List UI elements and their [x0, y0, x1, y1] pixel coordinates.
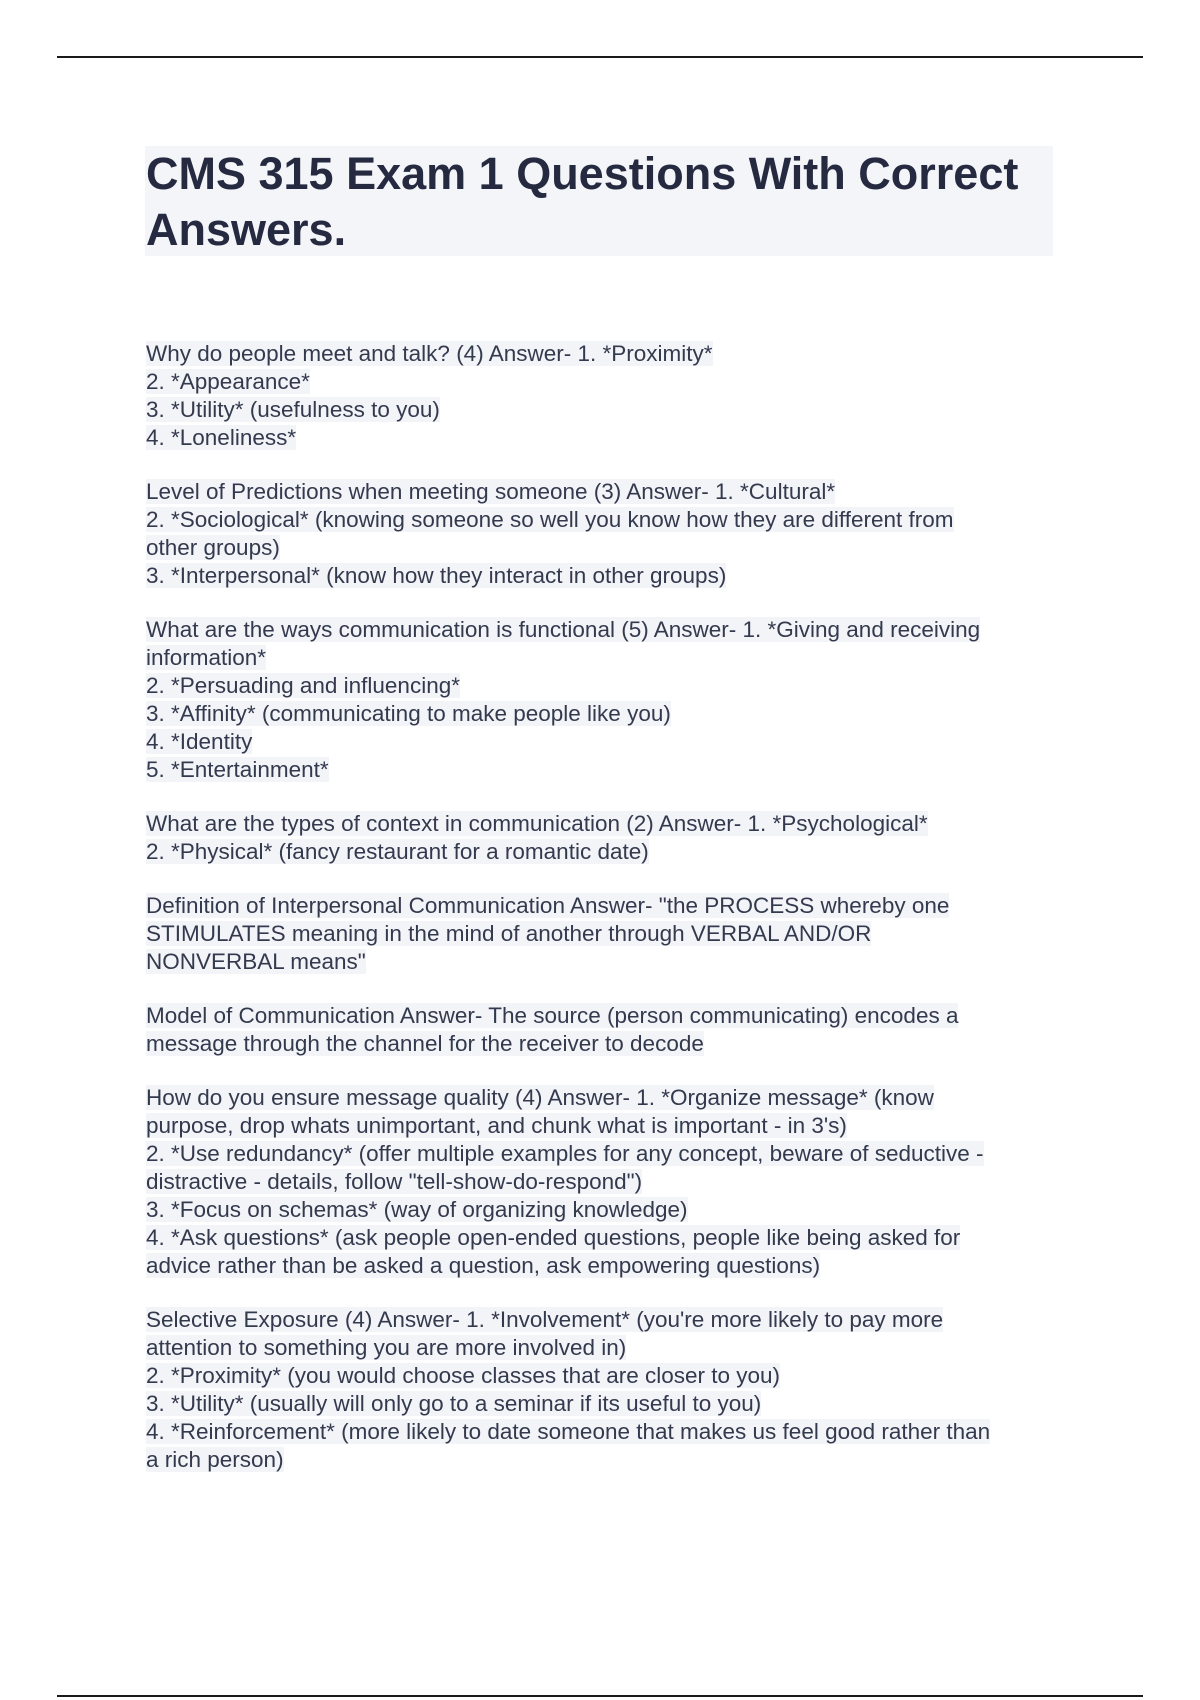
qa-line: Model of Communication Answer- The source (person communicating) encodes a	[146, 1003, 959, 1028]
qa-block	[146, 340, 1066, 452]
qa-block	[146, 478, 1066, 590]
qa-line: distractive - details, follow "tell-show-do-respond")	[146, 1169, 643, 1194]
qa-line: other groups)	[146, 535, 280, 560]
qa-line: Definition of Interpersonal Communication Answer- "the PROCESS whereby one	[146, 893, 950, 918]
qa-line: Why do people meet and talk? (4) Answer- 1. *Proximity*	[146, 341, 713, 366]
qa-block	[146, 892, 1066, 976]
qa-line: 4. *Reinforcement* (more likely to date someone that makes us feel good rather than	[146, 1419, 991, 1444]
qa-line: advice rather than be asked a question, ask empowering questions)	[146, 1253, 821, 1278]
qa-line: 4. *Ask questions* (ask people open-ended questions, people like being asked for	[146, 1225, 961, 1250]
qa-line: 2. *Physical* (fancy restaurant for a romantic date)	[146, 839, 649, 864]
qa-line: message through the channel for the receiver to decode	[146, 1031, 704, 1056]
qa-line: 2. *Use redundancy* (offer multiple examples for any concept, beware of seductive -	[146, 1141, 984, 1166]
qa-block	[146, 1084, 1066, 1280]
qa-list	[146, 340, 1066, 1500]
qa-line: information*	[146, 645, 267, 670]
top-rule	[57, 56, 1143, 58]
qa-line: 2. *Persuading and influencing*	[146, 673, 460, 698]
qa-line: 3. *Affinity* (communicating to make people like you)	[146, 701, 671, 726]
qa-line: 5. *Entertainment*	[146, 757, 329, 782]
qa-line: Level of Predictions when meeting someone (3) Answer- 1. *Cultural*	[146, 479, 836, 504]
qa-block	[146, 616, 1066, 784]
qa-line: NONVERBAL means"	[146, 949, 366, 974]
qa-line: attention to something you are more involved in)	[146, 1335, 627, 1360]
qa-block	[146, 810, 1066, 866]
qa-line: 3. *Utility* (usefulness to you)	[146, 397, 440, 422]
qa-line: 2. *Proximity* (you would choose classes that are closer to you)	[146, 1363, 781, 1388]
qa-line: 3. *Interpersonal* (know how they interact in other groups)	[146, 563, 727, 588]
qa-block	[146, 1002, 1066, 1058]
qa-line: purpose, drop whats unimportant, and chunk what is important - in 3's)	[146, 1113, 847, 1138]
qa-line: a rich person)	[146, 1447, 284, 1472]
qa-line: What are the ways communication is functional (5) Answer- 1. *Giving and receiving	[146, 617, 981, 642]
bottom-rule	[57, 1695, 1143, 1697]
qa-line: 2. *Appearance*	[146, 369, 310, 394]
qa-line: What are the types of context in communication (2) Answer- 1. *Psychological*	[146, 811, 928, 836]
document-title: CMS 315 Exam 1 Questions With Correct Answers.	[146, 148, 1019, 255]
qa-line: 3. *Focus on schemas* (way of organizing knowledge)	[146, 1197, 688, 1222]
qa-line: 4. *Identity	[146, 729, 253, 754]
qa-line: 3. *Utility* (usually will only go to a seminar if its useful to you)	[146, 1391, 762, 1416]
qa-line: 4. *Loneliness*	[146, 425, 297, 450]
qa-line: 2. *Sociological* (knowing someone so well you know how they are different from	[146, 507, 954, 532]
qa-line: Selective Exposure (4) Answer- 1. *Involvement* (you're more likely to pay more	[146, 1307, 944, 1332]
qa-line: How do you ensure message quality (4) Answer- 1. *Organize message* (know	[146, 1085, 934, 1110]
qa-block	[146, 1306, 1066, 1474]
qa-line: STIMULATES meaning in the mind of another through VERBAL AND/OR	[146, 921, 872, 946]
